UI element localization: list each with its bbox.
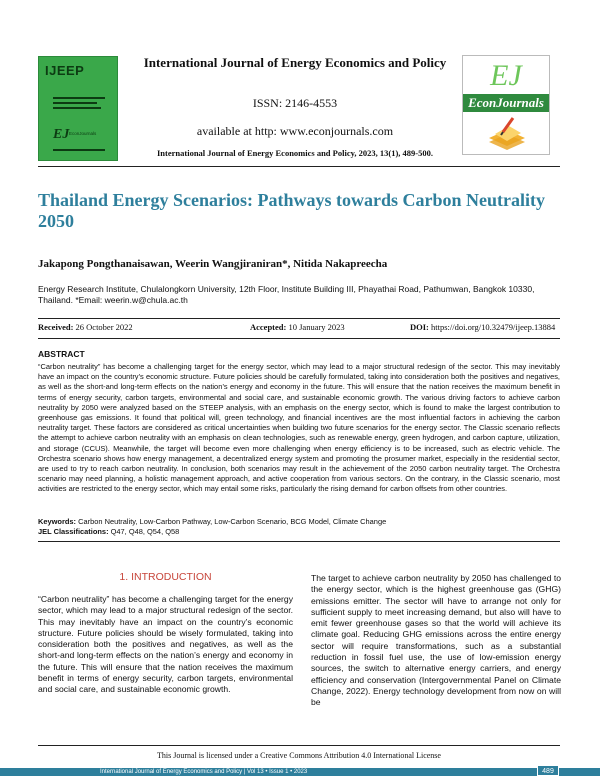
journal-cover-image [38,56,118,161]
license-notice: This Journal is licensed under a Creative Commons Attribution 4.0 International License [157,751,441,760]
jel-line: JEL Classifications: Q47, Q48, Q54, Q58 [38,527,180,537]
econjournals-logo [462,55,550,155]
cover-ej-text: EconJournals [69,131,97,136]
journal-title: International Journal of Energy Economics and Policy [143,55,447,70]
dates-bottom-divider [38,338,560,339]
paper-title: Thailand Energy Scenarios: Pathways towards Carbon Neutrality 2050 [38,190,546,231]
dates-top-divider [38,318,560,319]
page-number: 489 [537,765,559,776]
logo-monogram: EJ [490,59,522,92]
header-divider [38,166,560,167]
license-divider [38,745,560,746]
journal-availability: available at http: www.econjournals.com [196,124,394,138]
footer-journal-info: International Journal of Energy Economics and Policy | Vol 13 • Issue 1 • 2023 [100,769,308,775]
books-pencil-icon [485,116,529,152]
affiliation: Energy Research Institute, Chulalongkorn University, 12th Floor, Institute Building III, Phayathai Road, Pathumwan, Bangkok 10330, Thailand. *Email: weerin.w@chula.ac.th [38,284,535,305]
keywords-block [38,517,560,537]
keywords-line: Keywords: Carbon Neutrality, Low-Carbon Pathway, Low-Carbon Scenario, BCG Model, Climate Change [38,517,387,526]
logo-name: EconJournals [463,94,549,112]
intro-column-1: “Carbon neutrality” has become a challenging target for the energy sector, which may lead to a major structural redesign of the sector. This may inevitably have an impact on the country’s economic structure. Future policies should be wisely formulated, taking into consideration both the positives and negatives, as well as the short-and long-term effects on the nation’s energy and economy in the future. This will ensure that the nation receives the maximum benefit in terms of energy security, carbon targets, environmental and social care, and sustainable economic growth. [38,594,293,695]
cover-label: IJEEP [45,63,85,78]
received-date: Received: 26 October 2022 [38,322,133,332]
cover-ej-mark: EJ [53,127,70,142]
journal-citation: International Journal of Energy Economics and Policy, 2023, 13(1), 489-500. [156,148,433,158]
abstract-heading: ABSTRACT [38,349,85,359]
keywords-divider [38,541,560,542]
authors: Jakapong Pongthanaisawan, Weerin Wangjiraniran*, Nitida Nakapreecha [38,258,388,270]
abstract-text: “Carbon neutrality” has become a challenging target for the energy sector, which may lead to a major structural redesign of the sector. This may inevitably have an impact on the country’s economic structure. Future policies should be carefully formulated, taking into consideration both the positives and negatives, as well as the short-and long-term effects on the nation’s energy and economy in the future. This will ensure that the nation receives the maximum benefit in terms of energy security, carbon targets, environmental and social care, and sustainable economic growth. The various driving factors to achieve carbon neutrality by 2050 were analyzed based on the STEEP analysis, with an emphasis on the energy sector, which is found to make the largest contribution to greenhouse gas emissions. It found that political will, green technology, and financial incentives are the most influential factors in achieving the carbon neutrality target. These factors are considered as critical uncertainties when building two future scenarios for the energy sector. The Classic scenario reflects the attempt to achieve carbon neutrality with an emphasis on clean technologies, such as renewable energy, green hydrogen, and carbon capture, utilization, and storage (CCUS). Meanwhile, the target will become even more challenging when energy efficiency is to be increased, such as electric vehicle. The Orchestra scenario shows how energy management, a decentralized energy system and promoting the prosumer market, especially in the residential sector, are used to try to reach carbon neutrality. In conclusion, both scenarios may result in the achievement of the 2050 carbon neutrality target. The Orchestra scenario may need planning, a holistic management approach, and active cooperation from various sectors. On the contrary, in the Classic scenario, most activities are restricted to the energy sector, which may entail some risks, particularly the rising demand for carbon offsets from other countries. [38,362,560,494]
doi-link[interactable]: DOI: https://doi.org/10.32479/ijeep.13884 [410,322,556,332]
accepted-date: Accepted: 10 January 2023 [250,322,345,332]
section-introduction-heading: 1. INTRODUCTION [119,571,212,583]
intro-column-2: The target to achieve carbon neutrality by 2050 has challenged to the energy sector, which is the highest greenhouse gas (GHG) emissions emitter. The sector will have to arrange not only for sufficient supply to meet increasing demand, but also will have to emit fewer greenhouse gases so that the world will achieve its climate goal. Reducing GHG emissions across the entire energy sector will require transformations, such as a substantial reduction in fossil fuel use, the use of low-emission energy sources, the switch to alternative energy carriers, and energy efficiency and conservation (Intergovernmental Panel on Climate Change, 2022). Energy technology development from now on will be [311,573,561,708]
journal-issn: ISSN: 2146-4553 [252,96,338,110]
